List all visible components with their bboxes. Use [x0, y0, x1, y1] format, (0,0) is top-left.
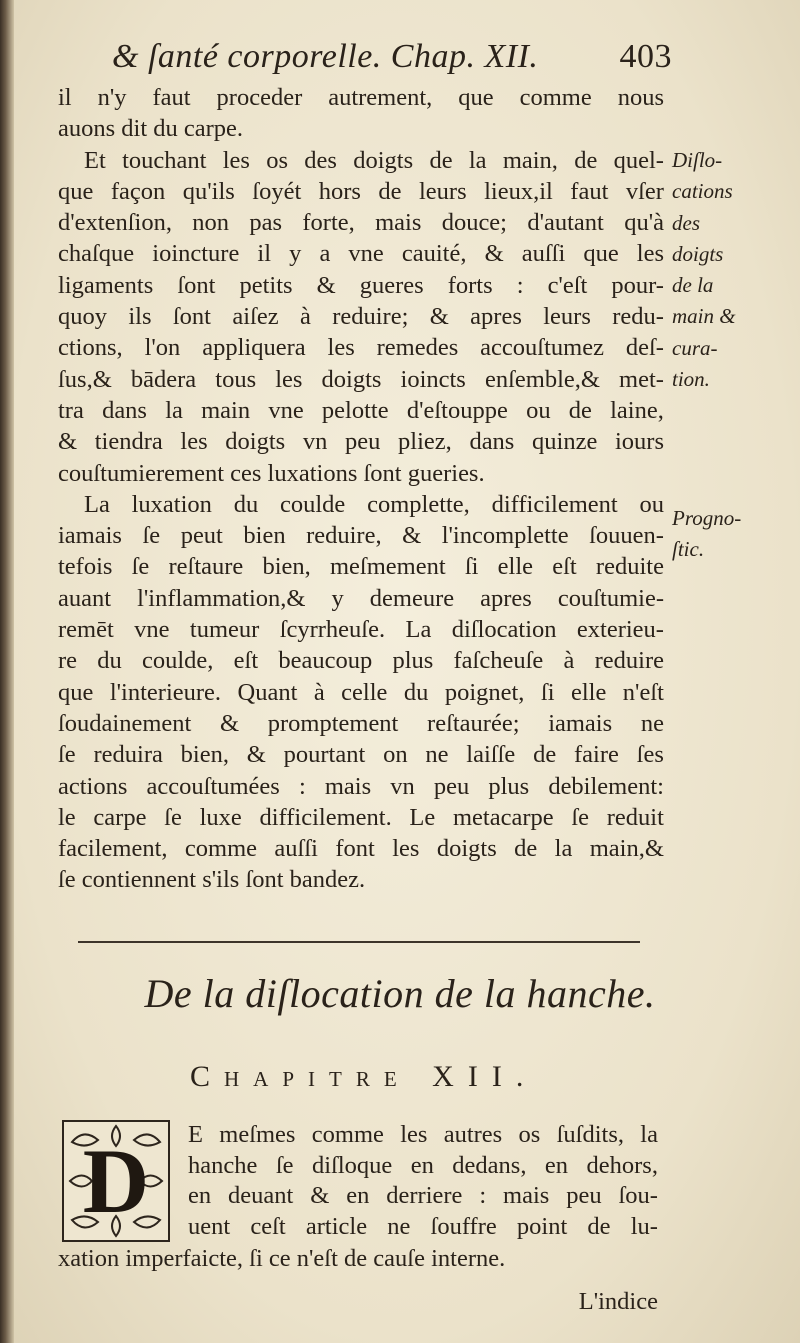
running-header	[112, 38, 672, 88]
margin-note-line: de la	[672, 273, 714, 298]
text-line: il n'y faut proceder autrement, que comme nous	[58, 84, 664, 111]
text-line: ligaments ſont petits & gueres forts : c'eſt pour-	[58, 271, 664, 299]
margin-note-line: Diſlo-	[672, 148, 723, 172]
section-divider	[78, 941, 640, 943]
main-text-block	[58, 82, 664, 896]
text-line: & tiendra les doigts vn peu pliez, dans quinze iours	[58, 428, 664, 456]
text-line: auons dit du carpe.	[58, 115, 244, 143]
text-line: tefois ſe reſtaure bien, meſmement ſi elle eſt reduite	[58, 553, 664, 581]
text-line: ſoudainement & promptement reſtaurée; iamais ne	[58, 709, 664, 737]
catchword: L'indice	[578, 1288, 658, 1315]
margin-note-line: Progno-	[672, 506, 742, 530]
text-line: ſus,& bādera tous les doigts ioincts enſemble,& met-	[58, 365, 664, 393]
margin-note-dislocations	[672, 145, 792, 395]
text-line: uent ceſt article ne ſouffre point de lu-	[188, 1212, 658, 1240]
text-line: auant l'inflammation,& y demeure apres couſtumie-	[58, 584, 664, 612]
margin-note-line: cura-	[672, 335, 718, 360]
text-line: chaſque ioincture il y a vne cauité, & auſſi que les	[58, 240, 664, 268]
text-line: Et touchant les os des doigts de la main, de quel-	[84, 146, 664, 174]
decorated-initial	[62, 1120, 170, 1242]
text-line: facilement, comme auſſi font les doigts de la main,&	[58, 835, 664, 863]
chapter-text-block	[188, 1120, 658, 1242]
text-line: actions accouſtumées : mais vn peu plus debilement:	[58, 772, 664, 800]
text-line: remēt vne tumeur ſcyrrheuſe. La diſlocation exterieu-	[58, 616, 664, 644]
margin-note-line: doigts	[672, 241, 724, 266]
text-line: La luxation du coulde complette, difficilement ou	[84, 490, 664, 518]
margin-note-prognostic	[672, 503, 792, 566]
text-line: ſe contiennent s'ils ſont bandez.	[58, 866, 366, 894]
chapter-continuation-line: xation imperfaicte, ſi ce n'eſt de cauſe interne.	[58, 1245, 506, 1272]
text-line: ctions, l'on appliquera les remedes accouſtumez deſ-	[58, 334, 664, 362]
text-line: quoy ils ſont aiſez à reduire; & apres leurs redu-	[58, 303, 664, 331]
margin-note-line: main &	[672, 304, 736, 329]
margin-note-line: tion.	[672, 367, 710, 392]
text-line: d'extenſion, non pas forte, mais douce; d'autant qu'à	[58, 209, 664, 237]
text-line: en deuant & en derriere : mais peu ſou-	[188, 1182, 658, 1209]
text-line: couſtumierement ces luxations ſont gueries.	[58, 459, 485, 487]
text-line: re du coulde, eſt beaucoup plus faſcheuſe à reduire	[58, 647, 664, 675]
margin-note-line: ſtic.	[672, 537, 705, 562]
text-line: hanche ſe diſloque en dedans, en dehors,	[188, 1151, 658, 1179]
text-line: E meſmes comme les autres os ſuſdits, la	[188, 1121, 658, 1148]
margin-note-line: cations	[672, 179, 733, 204]
running-title: & ſanté corporelle. Chap. XII.	[112, 38, 539, 75]
margin-note-line: des	[672, 210, 700, 235]
section-title: De la diſlocation de la hanche.	[144, 971, 656, 1016]
text-line: le carpe ſe luxe difficilement. Le metacarpe ſe reduit	[58, 803, 664, 831]
page-number: 403	[619, 38, 672, 75]
text-line: tra dans la main vne pelotte d'eſtouppe ou de laine,	[58, 396, 664, 424]
drop-cap-letter: D	[82, 1130, 150, 1232]
text-line: que façon qu'ils ſoyét hors de leurs lieux,il faut vſer	[58, 177, 664, 205]
text-line: ſe reduira bien, & pourtant on ne laiſſe de faire ſes	[58, 741, 664, 769]
chapter-heading: Chapitre XII.	[190, 1060, 538, 1093]
text-line: que l'interieure. Quant à celle du poignet, ſi elle n'eſt	[58, 678, 664, 706]
book-spine-shadow	[0, 0, 14, 1343]
text-line: iamais ſe peut bien reduire, & l'incomplette ſouuen-	[58, 522, 664, 550]
